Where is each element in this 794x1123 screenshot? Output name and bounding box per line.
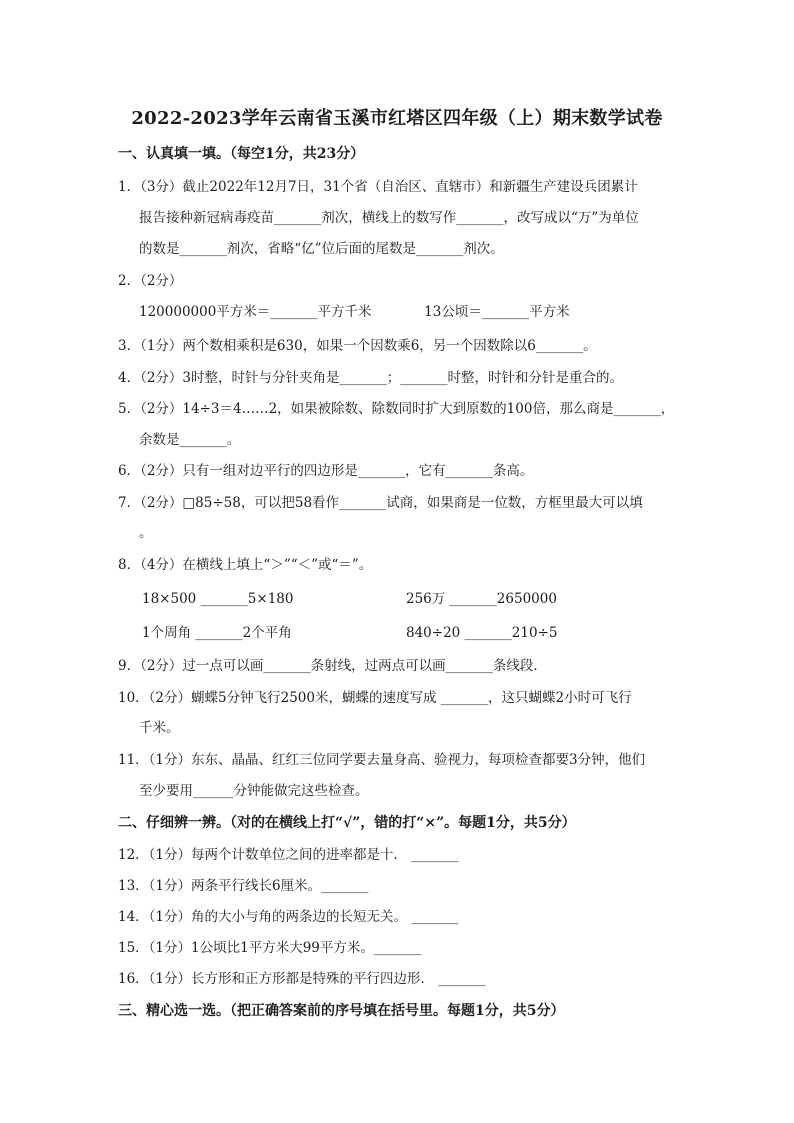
question-8-item-a: 18×500 _______5×180 [142,591,294,607]
question-1-line-1: 1．（3分）截止2022年12月7日，31个省（自治区、直辖市）和新疆生产建设兵团累计 [118,179,638,195]
question-3: 3．（1分）两个数相乘积是630，如果一个因数乘6，另一个因数除以6_______。 [118,338,597,354]
question-5-line-2: 余数是_______。 [139,432,241,448]
question-15: 15．（1分）1公顷比1平方米大99平方米。_______ [118,940,422,956]
question-16: 16．（1分）长方形和正方形都是特殊的平行四边形． _______ [118,971,486,987]
question-8-item-c: 1个周角 _______2个平角 [142,625,292,641]
question-1-line-3: 的数是_______剂次，省略“亿”位后面的尾数是_______剂次。 [139,241,504,257]
question-8-row-1 [142,590,293,608]
question-1-line-2: 报告接种新冠病毒疫苗_______剂次，横线上的数写作_______，改写成以“万”为单位 [139,210,639,226]
section-3-heading: 三、精心选一选。（把正确答案前的序号填在括号里。每题1分，共5分） [118,1003,565,1019]
question-13: 13．（1分）两条平行线长6厘米。_______ [118,878,369,894]
question-2-part-a: 120000000平方米＝_______平方千米 [139,304,372,320]
question-8-row-2 [142,624,292,642]
question-2-part-b: 13公顷＝_______平方米 [424,304,570,320]
question-7-line-2: 。 [139,525,153,541]
question-12: 12．（1分）每两个计数单位之间的进率都是十． _______ [118,847,459,863]
question-11-line-1: 11．（1分）东东、晶晶、红红三位同学要去量身高、验视力，每项检查都要3分钟，他们 [118,752,646,768]
question-10-line-1: 10．（2分）蝴蝶5分钟飞行2500米，蝴蝶的速度写成 _______，这只蝴蝶2小时可飞行 [118,690,632,706]
question-2-line-1: 2．（2分） [118,273,183,289]
page-title: 2022-2023学年云南省玉溪市红塔区四年级（上）期末数学试卷 [131,108,663,129]
section-1-heading: 一、认真填一填。（每空1分，共23分） [118,146,365,162]
question-9: 9．（2分）过一点可以画_______条射线，过两点可以画_______条线段． [118,658,547,674]
section-2-heading: 二、仔细辨一辨。（对的在横线上打“√”，错的打“×”。每题1分，共5分） [118,815,576,831]
question-11-line-2: 至少要用______分钟能做完这些检查。 [139,783,369,799]
question-8-item-b: 256万 _______2650000 [406,591,557,607]
question-14: 14．（1分）角的大小与角的两条边的长短无关。 _______ [118,909,459,925]
question-7-line-1: 7．（2分）□85÷58，可以把58看作_______试商，如果商是一位数，方框里最大可以填 [118,495,643,511]
question-5-line-1: 5．（2分）14÷3＝4……2，如果被除数、除数同时扩大到原数的100倍，那么商是_______， [118,401,675,417]
question-8-item-d: 840÷20 _______210÷5 [406,625,558,641]
question-8-line-1: 8．（4分）在横线上填上“＞”“＜”或“＝”。 [118,557,373,573]
question-10-line-2: 千米。 [139,720,180,736]
question-2-line-2 [139,303,570,321]
question-6: 6．（2分）只有一组对边平行的四边形是_______，它有_______条高。 [118,463,534,479]
question-4: 4．（2分）3时整，时针与分针夹角是_______；_______时整，时针和分针是重合的。 [118,370,624,386]
